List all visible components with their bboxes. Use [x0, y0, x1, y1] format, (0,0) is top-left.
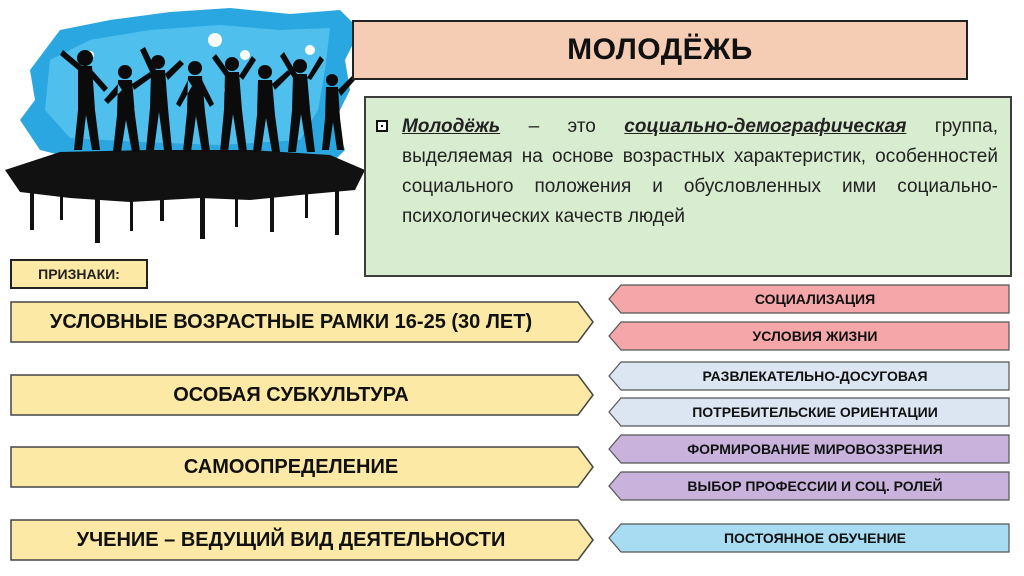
role-label: ПОТРЕБИТЕЛЬСКИЕ ОРИЕНТАЦИИ	[692, 404, 938, 420]
feature-arrow-subculture	[10, 374, 594, 416]
signs-label: ПРИЗНАКИ:	[38, 266, 120, 282]
feature-arrow-self-determination	[10, 446, 594, 488]
page-title-box	[352, 20, 968, 80]
feature-label: УЧЕНИЕ – ВЕДУЩИЙ ВИД ДЕЯТЕЛЬНОСТИ	[76, 528, 506, 551]
black-ink-ground	[5, 150, 365, 243]
role-arrow-consumer	[608, 397, 1010, 427]
role-arrow-continuous-learning	[608, 523, 1010, 553]
checkbox-bullet-icon	[376, 120, 388, 132]
role-label: УСЛОВИЯ ЖИЗНИ	[752, 328, 878, 344]
definition-dash: – это	[500, 116, 625, 137]
role-arrow-living-conditions	[608, 321, 1010, 351]
feature-arrow-learning	[10, 519, 594, 561]
definition-box	[364, 96, 1012, 277]
feature-label: УСЛОВНЫЕ ВОЗРАСТНЫЕ РАМКИ 16-25 (30 ЛЕТ)	[49, 310, 533, 333]
definition-keyword: социально-демографическая	[624, 116, 907, 137]
definition-rest: группа, выделяемая на основе возрастных характеристик, особенностей социального положения и обусловленных ими социально-психологических качеств людей	[402, 116, 998, 227]
role-label: ВЫБОР ПРОФЕССИИ И СОЦ. РОЛЕЙ	[687, 478, 943, 494]
role-label: СОЦИАЛИЗАЦИЯ	[754, 291, 876, 307]
signs-label-box	[10, 259, 148, 289]
role-arrow-leisure	[608, 361, 1010, 391]
role-arrow-profession	[608, 471, 1010, 501]
page-title: МОЛОДЁЖЬ	[567, 33, 753, 66]
definition-term: Молодёжь	[402, 116, 501, 137]
feature-label: САМООПРЕДЕЛЕНИЕ	[183, 455, 399, 478]
role-arrow-worldview	[608, 434, 1010, 464]
role-label: ПОСТОЯННОЕ ОБУЧЕНИЕ	[723, 530, 907, 546]
feature-arrow-age-limits	[10, 301, 594, 343]
role-label: РАЗВЛЕКАТЕЛЬНО-ДОСУГОВАЯ	[702, 368, 928, 384]
role-arrow-socialization	[608, 284, 1010, 314]
definition-text	[402, 112, 998, 232]
dancing-youth-silhouettes-image	[0, 0, 400, 250]
feature-label: ОСОБАЯ СУБКУЛЬТУРА	[173, 383, 409, 406]
role-label: ФОРМИРОВАНИЕ МИРОВОЗЗРЕНИЯ	[687, 441, 943, 457]
